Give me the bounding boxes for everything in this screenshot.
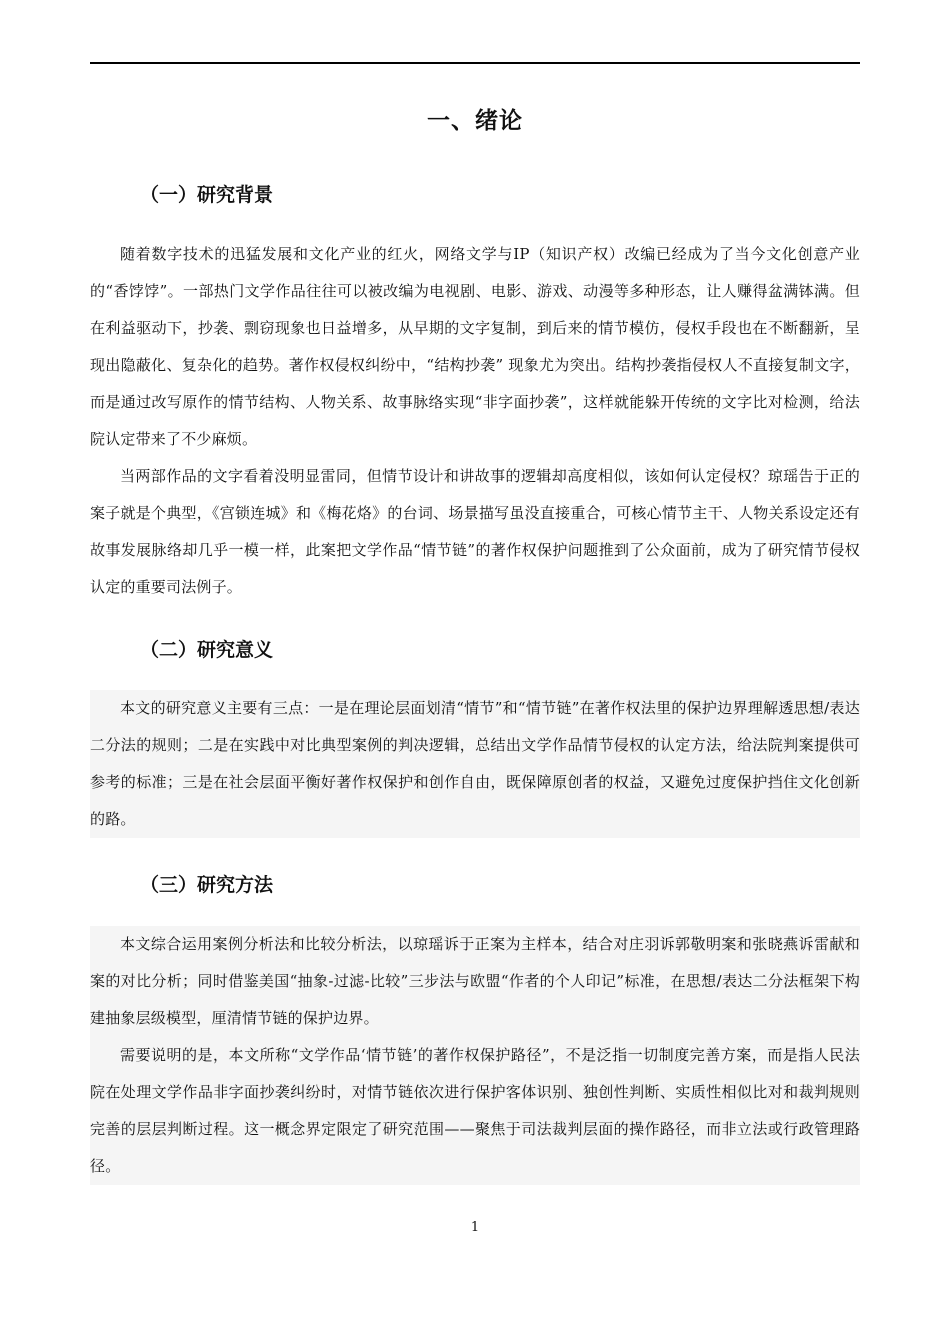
section-title-significance: （二）研究意义 xyxy=(140,639,274,661)
background-paragraph-1: 随着数字技术的迅猛发展和文化产业的红火，网络文学与IP（知识产权）改编已经成为了当今文化创意产业的“香饽饽”。一部热门文学作品往往可以被改编为电视剧、电影、游戏、动漫等多种形态，让人赚得盆满钵满。但在利益驱动下，抄袭、剽窃现象也日益增多，从早期的文字复制，到后来的情节模仿，侵权手段也在不断翻新，呈现出隐蔽化、复杂化的趋势。著作权侵权纠纷中，“结构抄袭” 现象尤为突出。结构抄袭指侵权人不直接复制文字，而是通过改写原作的情节结构、人物关系、故事脉络实现“非字面抄袭”，这样就能躲开传统的文字比对检测，给法院认定带来了不少麻烦。 xyxy=(90,245,860,448)
background-paragraph-2: 当两部作品的文字看着没明显雷同，但情节设计和讲故事的逻辑却高度相似，该如何认定侵权？琼瑶告于正的案子就是个典型，《宫锁连城》和《梅花烙》的台词、场景描写虽没直接重合，可核心情节主干、人物关系设定还有故事发展脉络却几乎一模一样，此案把文学作品“情节链”的著作权保护问题推到了公众面前，成为了研究情节侵权认定的重要司法例子。 xyxy=(90,467,860,596)
section-title-methods: （三）研究方法 xyxy=(140,874,274,896)
header-rule xyxy=(90,62,860,64)
section-title-background: （一）研究背景 xyxy=(140,184,274,206)
methods-paragraph-1: 本文综合运用案例分析法和比较分析法，以琼瑶诉于正案为主样本，结合对庄羽诉郭敬明案和张晓燕诉雷献和案的对比分析；同时借鉴美国“抽象-过滤-比较”三步法与欧盟“作者的个人印记”标准，在思想/表达二分法框架下构建抽象层级模型，厘清情节链的保护边界。 xyxy=(90,926,860,1037)
methods-paragraph-2: 需要说明的是，本文所称“文学作品‘情节链’的著作权保护路径”，不是泛指一切制度完善方案，而是指人民法院在处理文学作品非字面抄袭纠纷时，对情节链依次进行保护客体识别、独创性判断、实质性相似比对和裁判规则完善的层层判断过程。这一概念界定限定了研究范围——聚焦于司法裁判层面的操作路径，而非立法或行政管理路径。 xyxy=(90,1037,860,1185)
significance-paragraph: 本文的研究意义主要有三点：一是在理论层面划清“情节”和“情节链”在著作权法里的保护边界理解透思想/表达二分法的规则；二是在实践中对比典型案例的判决逻辑，总结出文学作品情节侵权的认定方法，给法院判案提供可参考的标准；三是在社会层面平衡好著作权保护和创作自由，既保障原创者的权益，又避免过度保护挡住文化创新的路。 xyxy=(90,690,860,838)
chapter-title: 一、绪论 xyxy=(427,108,523,134)
page-number: 1 xyxy=(470,1220,480,1235)
